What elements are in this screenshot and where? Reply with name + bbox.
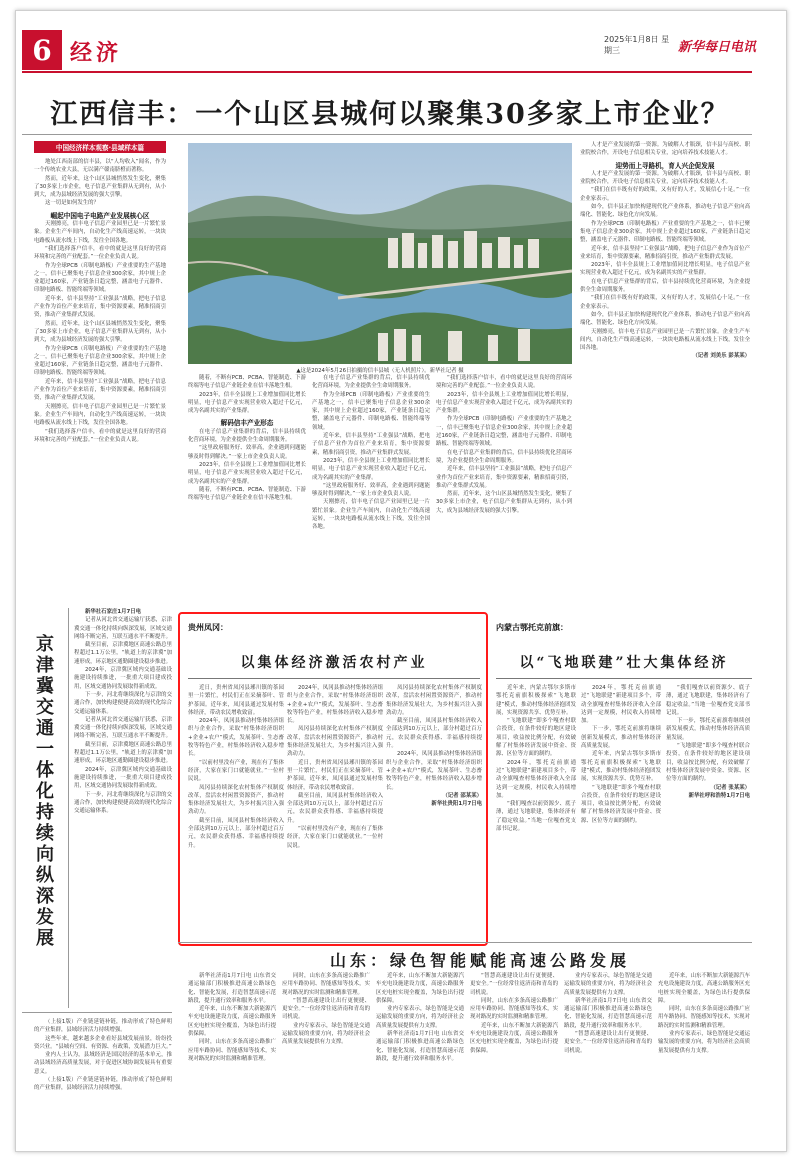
paragraph: 在电子信息产业集群的背后，信丰县持续优化营商环境，为企业提供全生命周期服务。 [436, 449, 572, 464]
shandong-col-2 [282, 972, 370, 1146]
paragraph: “以前村里没有产业，现在有了集体经济，大家在家门口就能就业。”一位村民说。 [188, 759, 284, 783]
paragraph: 2024年，鄂托克前旗通过“飞地联建”新建项目多个，带动全旗嘎查村集体经济收入全部达到一定规模，村民收入持续增加。 [581, 685, 661, 725]
main-headline: 江西信丰：一个山区县城何以聚集30多家上市企业？ [50, 99, 730, 130]
paragraph: “智慧高速建设让出行更便捷、更安全。”一位经常往返济南和青岛的司机说。 [282, 997, 370, 1021]
paragraph: 业内专家表示，绿色智能是交通运输发展的重要方向，将为经济社会高质量发展提供有力支撑。 [564, 973, 652, 996]
paragraph: 如今，信丰县正加快构建现代化产业体系，推动电子信息产业向高端化、智能化、绿色化方向发展。 [580, 204, 750, 219]
paragraph: 然而，近年来，这个山区县城悄然发生变化，聚集了30多家上市企业，电子信息产业集群从无到有，从小到大，成为县域经济发展的强大引擎。 [34, 320, 166, 344]
article-title: 以“飞地联建”壮大集体经济 [519, 655, 729, 671]
article-col-3 [312, 374, 430, 599]
paragraph: 下一步，鄂托克前旗将继续创新发展模式，推动村集体经济高质量发展。 [666, 718, 750, 741]
paragraph: 近年来，信丰县坚持“工业强县”战略，把电子信息产业作为首位产业来培育，集中资源要素，精准招商引资，推动产业集群式发展。 [34, 295, 166, 319]
paragraph: “我们在信丰既有好的政策，又有好的人才，发展信心十足。”一位企业家表示。 [580, 187, 750, 202]
paragraph: （上接1版）产业链延链补链，推动形成了特色鲜明的产业集群，县域经济活力持续增强。 [34, 1077, 172, 1092]
paragraph: 业内专家表示，绿色智能是交通运输发展的重要方向，将为经济社会高质量发展提供有力支撑。 [376, 1006, 464, 1029]
shandong-col-5 [564, 972, 652, 1146]
paragraph: “我们选择落户信丰，看中的就是这里良好的营商环境和完善的产业配套。”一位企业负责人说。 [436, 375, 572, 390]
dateline: 新华社呼和浩特1月7日电 [688, 792, 750, 799]
paragraph: “智慧高速建设让出行更便捷、更安全。”一位经常往返济南和青岛的司机说。 [564, 1031, 652, 1054]
paragraph: 2023年，信丰全县规上工业增加值同比增长明显，电子信息产业实现营业收入超过千亿元，成为名副其实的产业集群。 [312, 457, 430, 481]
county-aerial-photo [188, 143, 572, 364]
paragraph: 记者从河北省交通运输厅获悉，京津冀交通一体化持续向纵深发展，区域交通网络不断完善，互联互通水平不断提升。 [74, 716, 172, 740]
paragraph: “这里政府服务好、效率高，企业遇到问题能够及时得到解决。”一家上市企业负责人说。 [312, 482, 430, 498]
paragraph: 作为全球PCB（印制电路板）产业重要的生产基地之一，信丰已聚集电子信息企业300余家，其中规上企业超过160家，产业链条日趋完整，涵盖电子元器件、印制电路板、智能终端等领域。 [436, 416, 572, 448]
paragraph: 下一步，河北将继续深化与京津的交通合作，加快构建便捷高效的现代化综合交通运输体系。 [74, 791, 172, 815]
article-title: 以集体经济激活农村产业 [240, 655, 428, 671]
paragraph: （上接1版）产业链延链补链，推动形成了特色鲜明的产业集群，县域经济活力持续增强。 [34, 1019, 172, 1034]
paragraph: 2024年，京津冀区域内交通基础设施建设持续推进，一批重大项目建成投用，区域交通协同发展取得新成效。 [74, 667, 172, 690]
paragraph: 随着，不断有PCB、PCBA、智能制造、下游终端等电子信息产业链企业在信丰落地生根。 [188, 375, 306, 390]
paragraph: “我们嘎查以前资源少、底子薄，通过飞地联建，集体经济有了稳定收益。”当地一位嘎查党支部书记说。 [666, 685, 750, 716]
paragraph: 凤冈县持续深化农村集体产权制度改革，盘活农村闲置资源资产，推动村集体经济发展壮大，为乡村振兴注入强劲动力。 [386, 685, 482, 716]
paragraph: 截至目前，京津冀地区高速公路总里程超过1.1万公里，“轨道上的京津冀”加速形成，环京地区通勤圈建设稳步推进。 [74, 642, 172, 665]
paragraph: 在电子信息产业集群的背后，信丰县持续优化营商环境，为企业提供全生命周期服务。 [580, 278, 750, 294]
paragraph: 近年来，内蒙古鄂尔多斯市鄂托克前旗积极探索“飞地联建”模式，推动村集体经济抱团发展，实现资源共享、优势互补。 [496, 685, 576, 716]
paragraph: 然而，近年来，这个山区县城悄然发生变化，聚集了30多家上市企业，电子信息产业集群从无到有，从小到大，成为县域经济发展的强大引擎。 [34, 175, 166, 199]
byline: （记者 张某某） [710, 784, 750, 791]
photo-caption: ▲这是2024年5月26日拍摄的信丰县城（无人机照片）。新华社记者 摄 [296, 368, 464, 374]
byline: （记者 刘美乐 彭某某） [692, 353, 750, 360]
subheading: 崛起中国电子电路产业发展核心区 [50, 211, 150, 220]
paragraph: “飞地联建”即多个嘎查村联合投资，在条件较好的地区建设项目，收益按比例分配，有效破解了村集体经济发展中资金、资源、区位等方面的制约。 [581, 784, 661, 824]
paragraph: 地处江西南部的信丰县，以“人均收入”闻名，作为一个传统农业大县，无以满产赣南脐橙而著称。 [34, 159, 166, 174]
paragraph: 天刚擦亮，信丰电子信息产业园里已是一片繁忙景象。企业生产车间内，自动化生产线高速运转，一块块电路板从流水线上下线，发往全国各地。 [34, 403, 166, 427]
paragraph: 作为全球PCB（印制电路板）产业重要的生产基地之一，信丰已聚集电子信息企业300余家，其中规上企业超过160家，产业链条日趋完整，涵盖电子元器件、印制电路板、智能终端等领域。 [580, 220, 750, 244]
paragraph: 同时，山东在多条高速公路推广应用车路协同、智能感知等技术，实现对路况的实时监测和精准管理。 [188, 1039, 276, 1062]
subheading: 迎势而上寻路机，育人兴企促发展 [615, 161, 715, 170]
paragraph: 天刚擦亮，信丰电子信息产业园里已是一片繁忙景象。企业生产车间内，自动化生产线高速运转，一块块电路板从流水线上下线，发往全国各地。 [34, 221, 166, 244]
paragraph: 2023年，信丰全县规上工业增加值同比增长明显，电子信息产业实现营业收入超过千亿元，成为名副其实的产业集群。 [188, 391, 306, 415]
paragraph: 近年来，山东不断加大新能源汽车充电设施建设力度，高速公路服务区充电桩实现全覆盖，为绿色出行提供保障。 [188, 1006, 276, 1038]
guizhou-col-2 [287, 684, 383, 938]
paragraph: 近年来，内蒙古鄂尔多斯市鄂托克前旗积极探索“飞地联建”模式，推动村集体经济抱团发展，实现资源共享、优势互补。 [581, 751, 661, 783]
paragraph: “我们在信丰既有好的政策，又有好的人才，发展信心十足。”一位企业家表示。 [580, 295, 750, 310]
section-rule [22, 1012, 172, 1013]
paragraph: 作为全球PCB（印制电路板）产业重要的生产基地之一，信丰已聚集电子信息企业300余家，其中规上企业超过160家，产业链条日趋完整，涵盖电子元器件、印制电路板、智能终端等领域。 [34, 262, 166, 294]
paragraph: “我们选择落户信丰，看中的就是这里良好的营商环境和完善的产业配套。”一位企业负责人说。 [34, 245, 166, 261]
paragraph: 近年来，山东不断加大新能源汽车充电设施建设力度，高速公路服务区充电桩实现全覆盖，为绿色出行提供保障。 [470, 1022, 558, 1054]
title-rule [188, 678, 480, 679]
shandong-col-6 [658, 972, 750, 1146]
paragraph: 近年来，信丰县坚持“工业强县”战略，把电子信息产业作为首位产业来培育，集中资源要素，精准招商引资，推动产业集群式发展。 [312, 433, 430, 456]
paragraph: 作为全球PCB（印制电路板）产业重要的生产基地之一，信丰已聚集电子信息企业300余家，其中规上企业超过160家，产业链条日趋完整，涵盖电子元器件、印制电路板、智能终端等领域。 [312, 391, 430, 431]
article-col-5 [580, 141, 750, 599]
paragraph: 下一步，河北将继续深化与京津的交通合作，加快构建便捷高效的现代化综合交通运输体系。 [74, 691, 172, 715]
paragraph: 天刚擦亮，信丰电子信息产业园里已是一片繁忙景象。企业生产车间内，自动化生产线高速运转，一块块电路板从流水线上下线，发往全国各地。 [580, 328, 750, 352]
paragraph: 业内专家表示，绿色智能是交通运输发展的重要方向，将为经济社会高质量发展提供有力支撑。 [658, 1031, 750, 1054]
jingjinji-article [74, 608, 172, 1008]
paragraph: 近日，贵州省凤冈县琊川镇的茶园里一片繁忙，村民们正在采摘茶叶、管护茶园。近年来，凤冈县通过发展村集体经济，带动农民增收致富。 [188, 685, 284, 716]
masthead-date: 2025年1月8日 星期三 [604, 35, 670, 55]
paragraph: 然而，近年来，这个山区县城悄然发生变化，聚集了30多家上市企业，电子信息产业集群从无到有，从小到大，成为县域经济发展的强大引擎。 [436, 491, 572, 514]
paragraph: 业内专家表示，绿色智能是交通运输发展的重要方向，将为经济社会高质量发展提供有力支撑。 [282, 1022, 370, 1046]
paragraph: 近年来，信丰县坚持“工业强县”战略，把电子信息产业作为首位产业来培育，集中资源要素，精准招商引资，推动产业集群式发展。 [34, 378, 166, 402]
shandong-col-4 [470, 972, 558, 1146]
paragraph: 下一步，鄂托克前旗将继续创新发展模式，推动村集体经济高质量发展。 [581, 726, 661, 750]
paragraph: 近年来，信丰县坚持“工业强县”战略，把电子信息产业作为首位产业来培育，集中资源要素，精准招商引资，推动产业集群式发展。 [580, 245, 750, 260]
paragraph: 随着，不断有PCB、PCBA、智能制造、下游终端等电子信息产业链企业在信丰落地生根。 [188, 486, 306, 502]
shandong-col-3 [376, 972, 464, 1146]
paragraph: 人才是产业发展的第一资源。为破解人才瓶颈，信丰县与高校、职业院校合作，开设电子信息相关专业，定向培养技术技能人才。 [580, 142, 750, 157]
paragraph: 新华社济南1月7日电 山东省交通运输部门积极推进高速公路绿色化、智能化发展，打造智慧高速示范路段，提升通行效率和服务水平。 [376, 1031, 464, 1062]
paragraph: 2023年，信丰全县规上工业增加值同比增长明显，电子信息产业实现营业收入超过千亿元，成为名副其实的产业集群。 [436, 391, 572, 415]
subheading: 解码信丰产业形态 [220, 419, 274, 428]
paragraph: 新华社济南1月7日电 山东省交通运输部门积极推进高速公路绿色化、智能化发展，打造智慧高速示范路段，提升通行效率和服务水平。 [188, 973, 276, 1004]
paragraph: 这一切是如何发生的？ [45, 200, 99, 207]
paragraph: 截至目前，凤冈县村集体经济收入全部达到10万元以上，部分村超过百万元，农民群众获得感、幸福感持续提升。 [287, 792, 383, 824]
paragraph: 2024年，凤冈县推动村集体经济组织与企业合作，采取“村集体经济组织+企业+农户”模式，发展茶叶、生态畜牧等特色产业，村集体经济收入稳步增长。 [188, 718, 284, 758]
paragraph: 凤冈县持续深化农村集体产权制度改革，盘活农村闲置资源资产，推动村集体经济发展壮大，为乡村振兴注入强劲动力。 [188, 784, 284, 816]
paragraph: 凤冈县持续深化农村集体产权制度改革，盘活农村闲置资源资产，推动村集体经济发展壮大，为乡村振兴注入强劲动力。 [287, 726, 383, 758]
paragraph: 2024年，京津冀区域内交通基础设施建设持续推进，一批重大项目建成投用，区域交通协同发展取得新成效。 [74, 766, 172, 790]
paragraph: 新华社济南1月7日电 山东省交通运输部门积极推进高速公路绿色化、智能化发展，打造智慧高速示范路段，提升通行效率和服务水平。 [564, 997, 652, 1029]
page-number: 6 [22, 30, 62, 70]
paragraph: “飞地联建”即多个嘎查村联合投资，在条件较好的地区建设项目，收益按比例分配，有效破解了村集体经济发展中资金、资源、区位等方面的制约。 [496, 718, 576, 758]
guizhou-col-1 [188, 684, 284, 938]
paragraph: “我们嘎查以前资源少、底子薄，通过飞地联建，集体经济有了稳定收益。”当地一位嘎查党支部书记说。 [496, 801, 576, 833]
article-kicker: 内蒙古鄂托克前旗： [496, 622, 568, 632]
article-col-4 [436, 374, 572, 599]
paragraph: 2024年，鄂托克前旗通过“飞地联建”新建项目多个，带动全旗嘎查村集体经济收入全部达到一定规模，村民收入持续增加。 [496, 759, 576, 799]
mongolia-col-3 [666, 684, 750, 938]
masthead-logo: 新华每日电讯 [678, 40, 757, 55]
paragraph: 2023年，信丰全县规上工业增加值同比增长明显，电子信息产业实现营业收入超过千亿元，成为名副其实的产业集群。 [188, 461, 306, 485]
paragraph: 近年来，信丰县坚持“工业强县”战略，把电子信息产业作为首位产业来培育，集中资源要素，精准招商引资，推动产业集群式发展。 [436, 466, 572, 489]
paragraph: 截至目前，凤冈县村集体经济收入全部达到10万元以上，部分村超过百万元，农民群众获得感、幸福感持续提升。 [386, 718, 482, 750]
column-tag: 中国经济样本观察·县域样本篇 [34, 141, 166, 153]
guizhou-col-3 [386, 684, 482, 938]
paragraph: “我们选择落户信丰，看中的就是这里良好的营商环境和完善的产业配套。”一位企业负责人说。 [34, 428, 166, 443]
mongolia-col-1 [496, 684, 576, 938]
shandong-col-1 [188, 972, 276, 1146]
article-kicker: 贵州凤冈： [188, 622, 228, 632]
headline-rule [22, 134, 752, 135]
article-col-1 [34, 158, 166, 598]
article-col-2 [188, 374, 306, 599]
paragraph: 作为全球PCB（印制电路板）产业重要的生产基地之一，信丰已聚集电子信息企业300余家，其中规上企业超过160家，产业链条日趋完整，涵盖电子元器件、印制电路板、智能终端等领域。 [34, 345, 166, 377]
paragraph: 业内人士认为，县域经济是国民经济的基本单元，推动县域经济高质量发展，对于促进区域协调发展具有重要意义。 [34, 1052, 172, 1075]
section-name: 经济 [70, 40, 123, 66]
paragraph: 这些年来，越来越多企业看好县域发展前景，纷纷投资兴业。“县城有空间、有资源、有政策，发展潜力巨大。” [34, 1035, 172, 1050]
dateline: 新华社贵阳1月7日电 [431, 801, 482, 808]
article-col-lower-left [34, 1018, 172, 1146]
dateline: 新华社石家庄1月7日电 [85, 609, 142, 615]
paragraph: 在电子信息产业集群的背后，信丰县持续优化营商环境，为企业提供全生命周期服务。 [188, 428, 306, 444]
paragraph: 2024年，凤冈县推动村集体经济组织与企业合作，采取“村集体经济组织+企业+农户”模式，发展茶叶、生态畜牧等特色产业，村集体经济收入稳步增长。 [287, 685, 383, 725]
column-rule [68, 608, 69, 1008]
title-rule [496, 678, 752, 679]
paragraph: 2023年，信丰全县规上工业增加值同比增长明显，电子信息产业实现营业收入超过千亿元，成为名副其实的产业集群。 [580, 262, 750, 277]
paragraph: “智慧高速建设让出行更便捷、更安全。”一位经常往返济南和青岛的司机说。 [470, 973, 558, 996]
byline: （记者 邵某某） [442, 792, 482, 799]
jingjinji-headline-block [24, 608, 66, 1012]
paragraph: 近年来，山东不断加大新能源汽车充电设施建设力度，高速公路服务区充电桩实现全覆盖，为绿色出行提供保障。 [658, 973, 750, 1004]
paragraph: 近年来，山东不断加大新能源汽车充电设施建设力度，高速公路服务区充电桩实现全覆盖，为绿色出行提供保障。 [376, 973, 464, 1004]
paragraph: “这里政府服务好、效率高，企业遇到问题能够及时得到解决。”一家上市企业负责人说。 [188, 445, 306, 460]
mongolia-col-2 [581, 684, 661, 938]
vertical-headline: 京津冀交通一体化持续向纵深发展 [33, 634, 54, 949]
paragraph: 同时，山东在多条高速公路推广应用车路协同、智能感知等技术，实现对路况的实时监测和精准管理。 [282, 973, 370, 996]
paragraph: “飞地联建”即多个嘎查村联合投资，在条件较好的地区建设项目，收益按比例分配，有效破解了村集体经济发展中资金、资源、区位等方面的制约。 [666, 743, 750, 783]
paragraph: 2024年，凤冈县推动村集体经济组织与企业合作，采取“村集体经济组织+企业+农户”模式，发展茶叶、生态畜牧等特色产业，村集体经济收入稳步增长。 [386, 751, 482, 791]
paragraph: 近日，贵州省凤冈县琊川镇的茶园里一片繁忙，村民们正在采摘茶叶、管护茶园。近年来，凤冈县通过发展村集体经济，带动农民增收致富。 [287, 759, 383, 791]
paragraph: 天刚擦亮，信丰电子信息产业园里已是一片繁忙景象。企业生产车间内，自动化生产线高速运转，一块块电路板从流水线上下线，发往全国各地。 [312, 499, 430, 531]
paragraph: 截至目前，京津冀地区高速公路总里程超过1.1万公里，“轨道上的京津冀”加速形成，环京地区通勤圈建设稳步推进。 [74, 741, 172, 765]
paragraph: 如今，信丰县正加快构建现代化产业体系，推动电子信息产业向高端化、智能化、绿色化方向发展。 [580, 311, 750, 327]
paragraph: 同时，山东在多条高速公路推广应用车路协同、智能感知等技术，实现对路况的实时监测和精准管理。 [658, 1006, 750, 1029]
masthead-rule [22, 71, 752, 73]
paragraph: 人才是产业发展的第一资源。为破解人才瓶颈，信丰县与高校、职业院校合作，开设电子信息相关专业，定向培养技术技能人才。 [580, 170, 750, 186]
section-rule [178, 942, 752, 943]
paragraph: 同时，山东在多条高速公路推广应用车路协同、智能感知等技术，实现对路况的实时监测和精准管理。 [470, 997, 558, 1021]
article-title: 山东：绿色智能赋能高速公路发展 [329, 951, 630, 970]
paragraph: 截至目前，凤冈县村集体经济收入全部达到10万元以上，部分村超过百万元，农民群众获得感、幸福感持续提升。 [188, 817, 284, 849]
paragraph: 在电子信息产业集群的背后，信丰县持续优化营商环境，为企业提供全生命周期服务。 [312, 375, 430, 390]
paragraph: “以前村里没有产业，现在有了集体经济，大家在家门口就能就业。”一位村民说。 [287, 826, 383, 849]
paragraph: 记者从河北省交通运输厅获悉，京津冀交通一体化持续向纵深发展，区域交通网络不断完善，互联互通水平不断提升。 [74, 617, 172, 640]
